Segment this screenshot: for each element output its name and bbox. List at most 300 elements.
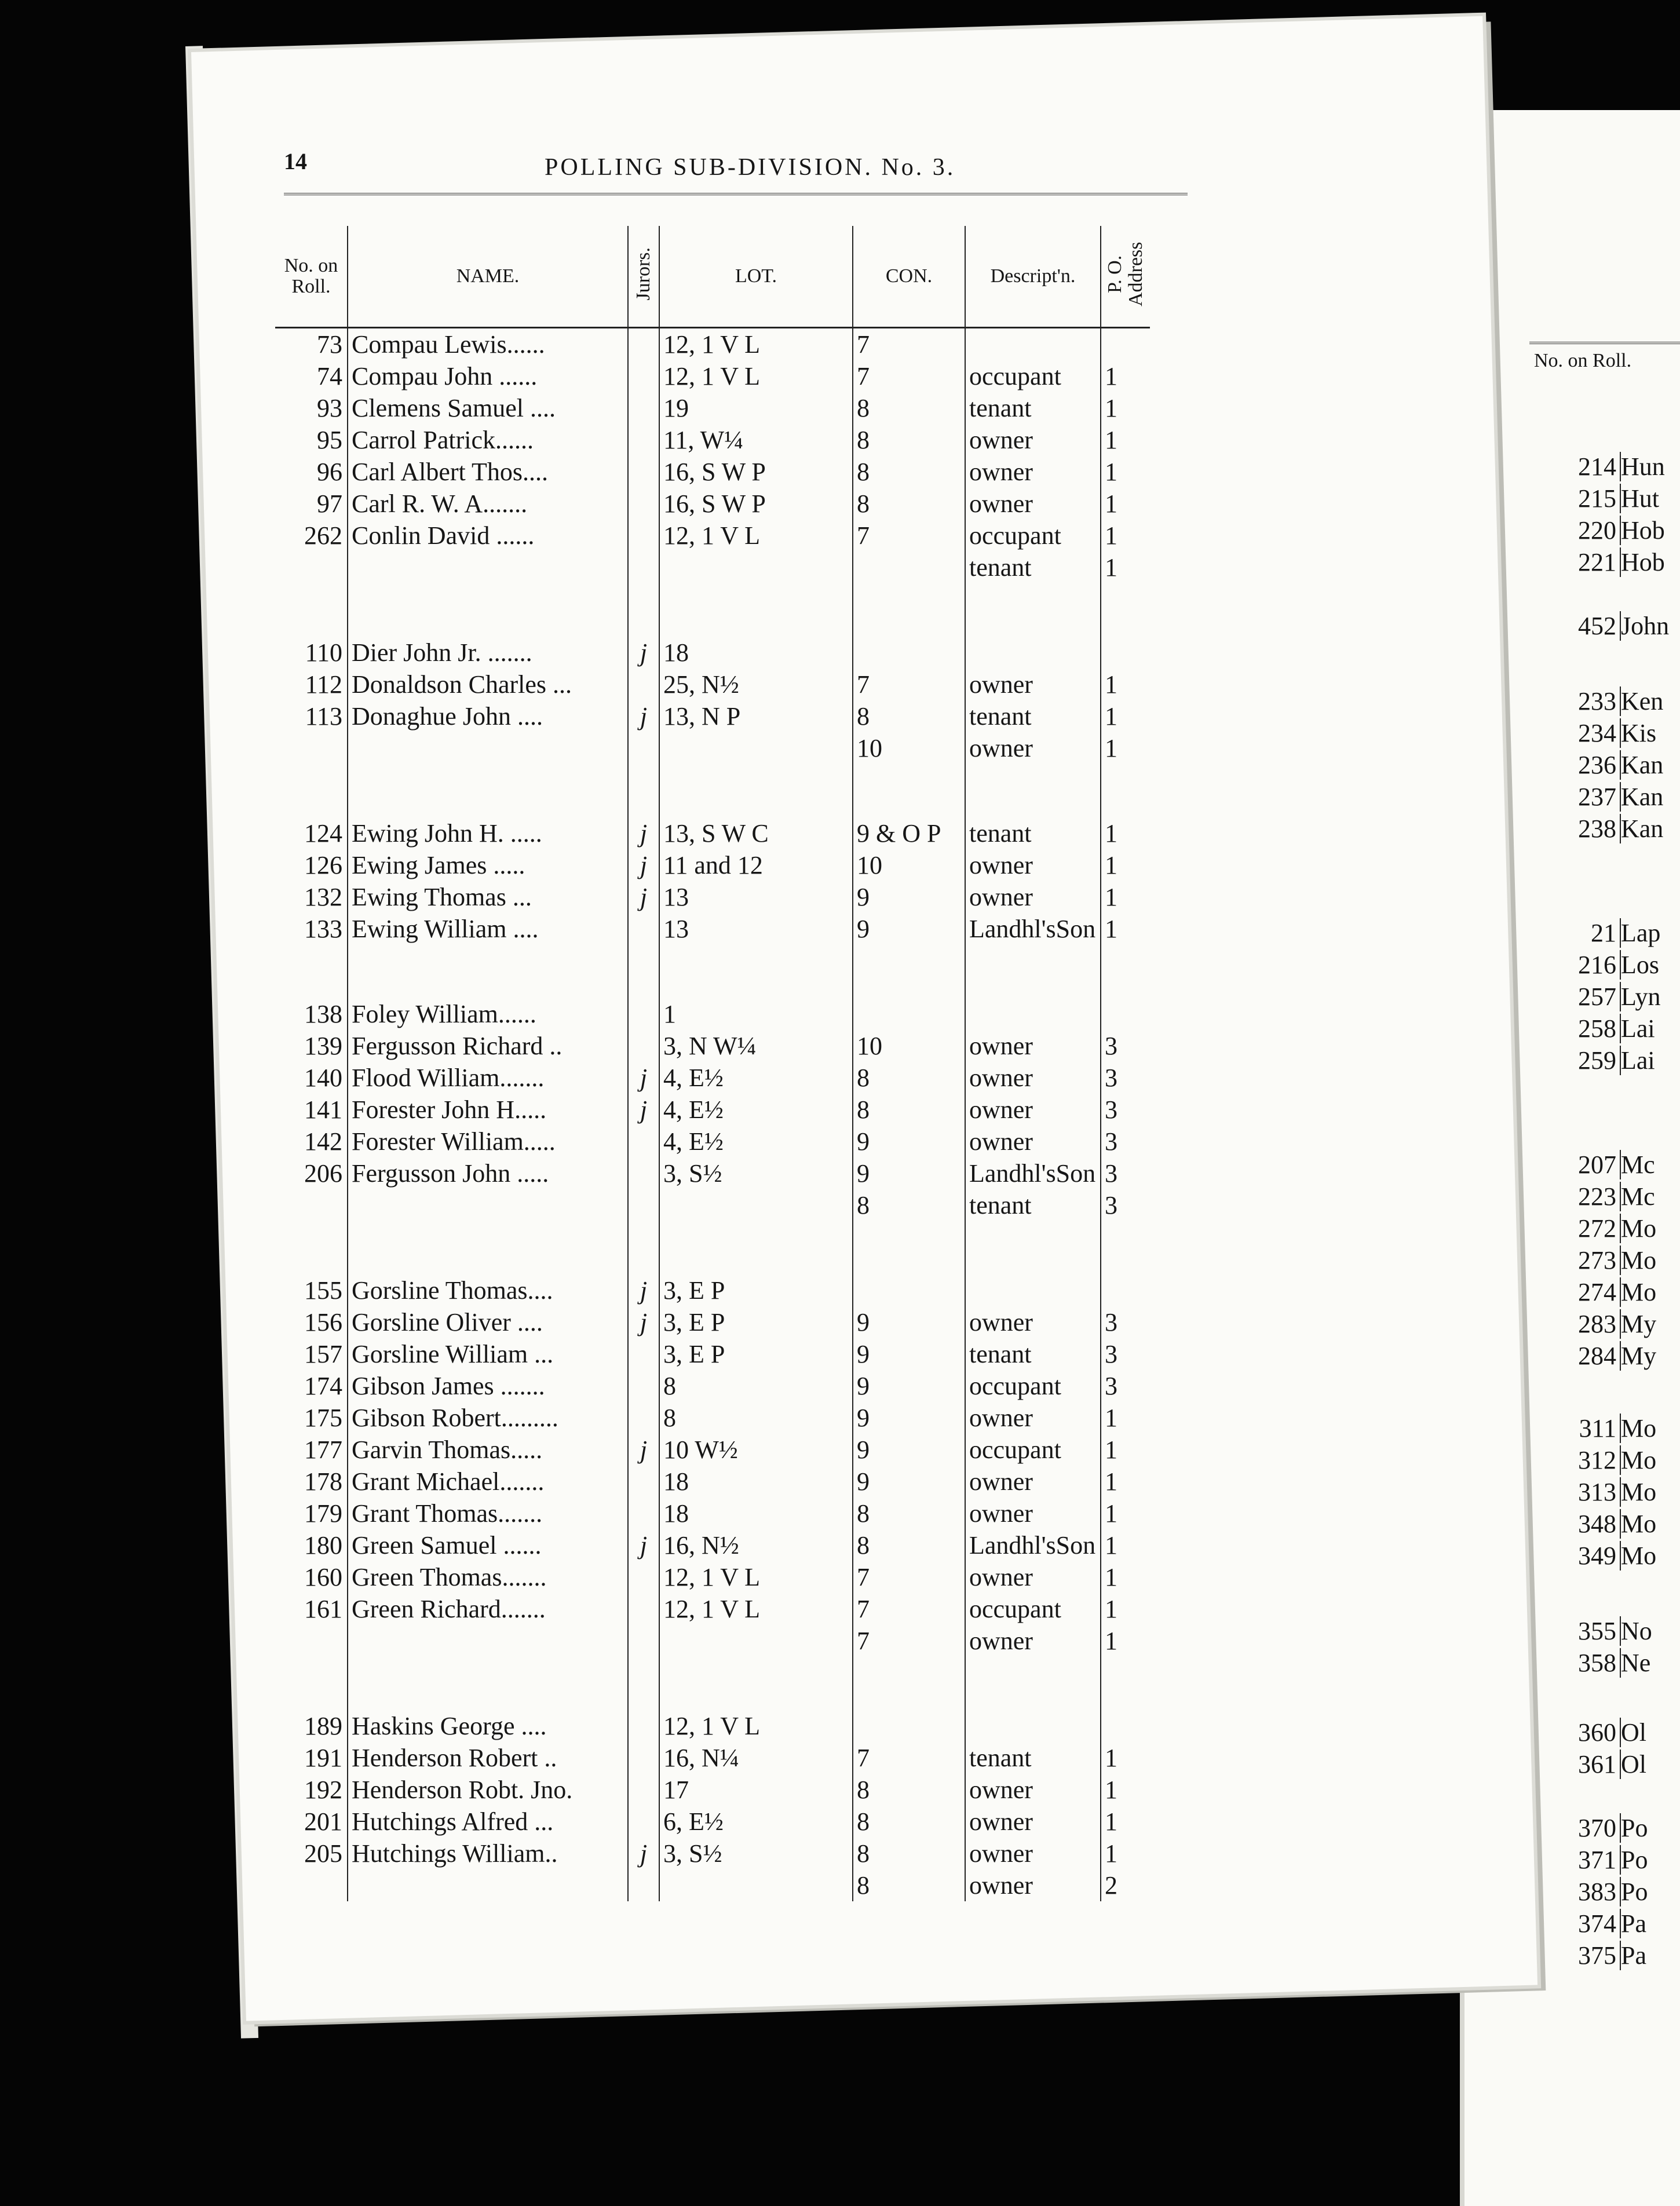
cell-name: Dier John Jr. ....... [348,637,628,669]
cell-name: Henderson Robert .. [348,1742,628,1774]
cell-jurors [628,1466,659,1498]
cell-name: Clemens Samuel .... [348,392,628,424]
facing-name-fragment: Mo [1621,1414,1657,1442]
cell-name: Compau Lewis...... [348,328,628,361]
facing-page-row [1518,452,1665,481]
facing-roll-number: 272 [1518,1214,1621,1243]
cell-jurors [628,1742,659,1774]
column-headers [275,226,1150,328]
cell-desc: tenant [965,817,1101,849]
facing-page-row [1518,1616,1652,1646]
header-rule [284,193,1188,195]
cell-desc: owner [965,488,1101,520]
cell-jurors [628,1402,659,1434]
facing-name-fragment: Hob [1621,516,1665,545]
cell-jurors [628,1126,659,1157]
cell-name: Green Thomas....... [348,1561,628,1593]
cell-lot [659,552,853,583]
cell-desc: owner [965,881,1101,913]
cell-desc: Landhl'sSon [965,1529,1101,1561]
spacer-cell [628,764,659,817]
facing-name-fragment: Mo [1621,1542,1657,1570]
cell-desc: owner [965,1774,1101,1806]
cell-lot [659,1189,853,1221]
cell-po: 3 [1101,1189,1150,1221]
cell-lot: 13 [659,913,853,945]
cell-con: 8 [853,1498,965,1529]
facing-name-fragment: Kan [1621,751,1664,779]
spacer-cell [965,764,1101,817]
table-row [275,1625,1150,1657]
cell-po: 1 [1101,700,1150,732]
cell-jurors: j [628,1062,659,1094]
cell-lot: 16, N¼ [659,1742,853,1774]
spacer-cell [348,764,628,817]
cell-jurors: j [628,1529,659,1561]
facing-name-fragment: Pa [1621,1941,1646,1970]
spacer-cell [1101,583,1150,637]
cell-po: 1 [1101,1838,1150,1869]
cell-roll: 74 [317,362,342,390]
facing-name-fragment: Ol [1621,1718,1646,1747]
facing-page-row [1518,918,1660,948]
facing-roll-number: 238 [1518,814,1621,843]
table-row [275,552,1150,583]
facing-roll-number: 257 [1518,982,1621,1011]
facing-name-fragment: Lap [1621,919,1661,947]
facing-name-fragment: Mc [1621,1182,1655,1211]
cell-con: 9 [853,913,965,945]
cell-roll [275,1189,348,1221]
spacer-cell [628,1221,659,1274]
facing-roll-number: 452 [1518,611,1621,641]
cell-po [1101,328,1150,361]
spacer-cell [275,1657,348,1710]
cell-jurors [628,1593,659,1625]
cell-po: 1 [1101,1774,1150,1806]
cell-desc: owner [965,1402,1101,1434]
cell-name: Gibson James ....... [348,1370,628,1402]
cell-lot: 3, S½ [659,1157,853,1189]
facing-name-fragment: My [1621,1310,1657,1338]
cell-roll [275,732,348,764]
table-row [275,700,1150,732]
facing-name-fragment: Ne [1621,1649,1651,1677]
cell-name: Hutchings Alfred ... [348,1806,628,1838]
facing-name-fragment: Lai [1621,1046,1655,1075]
cell-jurors [628,1806,659,1838]
cell-roll: 179 [304,1499,342,1528]
cell-roll: 138 [304,1000,342,1028]
spacer-cell [659,1657,853,1710]
cell-name: Foley William...... [348,998,628,1030]
facing-name-fragment: Hun [1621,452,1665,481]
table-row [275,1869,1150,1901]
facing-name-fragment: Lyn [1621,983,1661,1011]
cell-con: 10 [853,1030,965,1062]
cell-po: 1 [1101,849,1150,881]
cell-roll: 174 [304,1372,342,1400]
cell-roll: 124 [304,819,342,848]
cell-con: 9 [853,1338,965,1370]
facing-name-fragment: Mc [1621,1151,1655,1179]
spacer-cell [348,1221,628,1274]
facing-roll-number: 259 [1518,1046,1621,1075]
cell-name: Forester John H..... [348,1094,628,1126]
cell-desc: owner [965,669,1101,700]
cell-roll: 180 [304,1531,342,1559]
cell-roll: 112 [305,670,342,699]
cell-roll [275,552,348,583]
facing-page-row [1518,1150,1655,1179]
cell-jurors [628,1774,659,1806]
cell-name: Gorsline Oliver .... [348,1306,628,1338]
cell-con: 7 [853,1625,965,1657]
cell-con: 7 [853,328,965,361]
cell-con: 9 & O P [853,817,965,849]
cell-jurors [628,456,659,488]
cell-po: 1 [1101,1402,1150,1434]
cell-con: 9 [853,1434,965,1466]
cell-desc [965,328,1101,361]
cell-lot: 3, N W¼ [659,1030,853,1062]
col-name: NAME. [348,226,628,328]
facing-roll-number: 374 [1518,1909,1621,1938]
cell-po: 1 [1101,1498,1150,1529]
cell-desc: owner [965,1126,1101,1157]
cell-po: 3 [1101,1157,1150,1189]
facing-name-fragment: Mo [1621,1510,1657,1538]
spacer-cell [659,764,853,817]
facing-page-row [1518,1477,1656,1507]
table-row [275,456,1150,488]
cell-lot: 3, E P [659,1274,853,1306]
cell-jurors [628,488,659,520]
cell-name: Carrol Patrick...... [348,424,628,456]
cell-name: Gorsline William ... [348,1338,628,1370]
cell-po: 1 [1101,552,1150,583]
cell-desc: occupant [965,360,1101,392]
facing-page-row [1518,814,1663,843]
facing-name-fragment: Hut [1621,484,1659,513]
facing-name-fragment: Los [1621,951,1659,979]
facing-roll-number: 311 [1518,1414,1621,1443]
cell-lot: 12, 1 V L [659,1561,853,1593]
facing-page-row [1518,1648,1650,1678]
table-row [275,1157,1150,1189]
table-row [275,1466,1150,1498]
spacer-cell [1101,1221,1150,1274]
cell-lot: 1 [659,998,853,1030]
cell-name: Ewing William .... [348,913,628,945]
table-row [275,1498,1150,1529]
facing-name-fragment: Mo [1621,1214,1657,1243]
cell-lot: 13 [659,881,853,913]
table-row [275,881,1150,913]
spacer-cell [965,1657,1101,1710]
table-row [275,1370,1150,1402]
cell-roll: 262 [304,521,342,550]
spacer-cell [853,1221,965,1274]
cell-con [853,1710,965,1742]
cell-roll: 126 [304,851,342,879]
spacer-cell [1101,1657,1150,1710]
cell-con [853,998,965,1030]
facing-page-row [1518,1845,1648,1875]
table-row [275,1561,1150,1593]
facing-page-row [1518,1941,1646,1970]
cell-con: 9 [853,881,965,913]
cell-lot: 11, W¼ [659,424,853,456]
cell-con: 9 [853,1126,965,1157]
cell-name: Donaghue John .... [348,700,628,732]
cell-jurors: j [628,817,659,849]
cell-con [853,1274,965,1306]
facing-page-row [1518,1718,1646,1747]
facing-roll-number: 360 [1518,1718,1621,1747]
cell-po: 1 [1101,913,1150,945]
facing-page-row [1518,782,1663,812]
cell-name: Fergusson Richard .. [348,1030,628,1062]
spacer-cell [275,1221,348,1274]
cell-lot [659,1625,853,1657]
facing-page-column-head: No. on Roll. [1534,350,1632,371]
table-row [275,998,1150,1030]
facing-roll-number: 21 [1518,918,1621,948]
facing-name-fragment: Hob [1621,548,1665,576]
cell-roll: 178 [304,1467,342,1496]
table-row [275,817,1150,849]
cell-con: 7 [853,520,965,552]
cell-desc [965,998,1101,1030]
cell-jurors: j [628,1838,659,1869]
cell-po: 1 [1101,520,1150,552]
table-row [275,360,1150,392]
table-row [275,1094,1150,1126]
facing-page-row [1518,1877,1648,1906]
cell-po: 1 [1101,817,1150,849]
cell-lot: 17 [659,1774,853,1806]
cell-lot: 16, S W P [659,488,853,520]
facing-roll-number: 375 [1518,1941,1621,1970]
cell-lot: 3, S½ [659,1838,853,1869]
facing-page-row [1518,718,1656,748]
facing-name-fragment: Pa [1621,1909,1646,1938]
cell-name: Donaldson Charles ... [348,669,628,700]
cell-name: Flood William....... [348,1062,628,1094]
cell-roll: 139 [304,1032,342,1060]
facing-roll-number: 348 [1518,1509,1621,1539]
cell-name: Forester William..... [348,1126,628,1157]
spacer-cell [853,1657,965,1710]
facing-roll-number: 273 [1518,1246,1621,1275]
cell-po: 1 [1101,1529,1150,1561]
facing-roll-number: 370 [1518,1813,1621,1843]
cell-desc: owner [965,1498,1101,1529]
cell-po: 1 [1101,360,1150,392]
cell-jurors: j [628,1306,659,1338]
cell-po: 1 [1101,669,1150,700]
facing-roll-number: 283 [1518,1309,1621,1339]
cell-desc: tenant [965,700,1101,732]
cell-name: Haskins George .... [348,1710,628,1742]
spacer-cell [348,945,628,998]
cell-con: 9 [853,1157,965,1189]
cell-roll: 95 [317,426,342,454]
cell-po: 1 [1101,732,1150,764]
cell-con: 7 [853,669,965,700]
cell-lot: 8 [659,1402,853,1434]
facing-page-row [1518,750,1663,780]
cell-jurors [628,328,659,361]
cell-roll: 110 [305,638,342,667]
cell-lot: 13, N P [659,700,853,732]
cell-name: Henderson Robt. Jno. [348,1774,628,1806]
cell-lot: 12, 1 V L [659,1710,853,1742]
cell-po: 1 [1101,488,1150,520]
cell-lot: 4, E½ [659,1126,853,1157]
table-row [275,1338,1150,1370]
table-row [275,1402,1150,1434]
facing-page-row [1518,1414,1656,1443]
cell-po: 2 [1101,1869,1150,1901]
spacer-cell [965,1221,1101,1274]
cell-con: 8 [853,456,965,488]
cell-po: 3 [1101,1370,1150,1402]
facing-page-row [1518,1309,1656,1339]
facing-name-fragment: Kan [1621,815,1664,843]
facing-page-row [1518,950,1659,980]
cell-po: 1 [1101,1561,1150,1593]
cell-con: 9 [853,1402,965,1434]
cell-name: Green Samuel ...... [348,1529,628,1561]
spacer-cell [1101,945,1150,998]
cell-roll: 141 [304,1095,342,1124]
cell-desc: tenant [965,392,1101,424]
facing-roll-number: 216 [1518,950,1621,980]
cell-roll: 73 [317,330,342,359]
cell-roll [275,1869,348,1901]
cell-jurors [628,1189,659,1221]
facing-page-row [1518,1813,1648,1843]
cell-name: Gorsline Thomas.... [348,1274,628,1306]
cell-con: 10 [853,849,965,881]
cell-lot: 12, 1 V L [659,520,853,552]
cell-po: 3 [1101,1094,1150,1126]
cell-po: 1 [1101,456,1150,488]
facing-roll-number: 234 [1518,718,1621,748]
cell-roll: 113 [305,702,342,731]
cell-name: Ewing John H. ..... [348,817,628,849]
cell-desc: owner [965,1869,1101,1901]
cell-lot: 12, 1 V L [659,328,853,361]
cell-jurors [628,1561,659,1593]
facing-roll-number: 361 [1518,1750,1621,1779]
facing-name-fragment: John [1621,612,1670,640]
table-row [275,1710,1150,1742]
cell-con: 7 [853,1561,965,1593]
facing-name-fragment: Kis [1621,719,1657,747]
cell-roll: 177 [304,1436,342,1464]
cell-lot: 18 [659,637,853,669]
facing-page-row [1518,1750,1646,1779]
facing-name-fragment: Mo [1621,1246,1657,1274]
running-title: POLLING SUB-DIVISION. No. 3. [545,154,956,181]
facing-name-fragment: Mo [1621,1478,1657,1506]
cell-roll: 191 [304,1744,342,1772]
cell-name: Grant Thomas....... [348,1498,628,1529]
cell-roll [275,1625,348,1657]
facing-page-row [1518,686,1663,716]
cell-jurors: j [628,700,659,732]
table-row [275,1529,1150,1561]
cell-desc: owner [965,849,1101,881]
table-row [275,328,1150,361]
cell-po: 1 [1101,1466,1150,1498]
cell-roll: 96 [317,458,342,486]
spacer-cell [1101,764,1150,817]
cell-lot: 18 [659,1466,853,1498]
spacer-cell [275,583,348,637]
cell-po: 1 [1101,424,1150,456]
col-po-label: P. O. Address [1104,242,1146,306]
cell-po: 3 [1101,1062,1150,1094]
cell-name: Carl Albert Thos.... [348,456,628,488]
facing-roll-number: 237 [1518,782,1621,812]
cell-roll: 93 [317,394,342,422]
cell-desc [965,1710,1101,1742]
table-row [275,913,1150,945]
cell-desc: tenant [965,1338,1101,1370]
facing-name-fragment: No [1621,1617,1652,1645]
cell-jurors: j [628,1274,659,1306]
cell-jurors: j [628,1094,659,1126]
table-row [275,669,1150,700]
spacer-cell [853,945,965,998]
facing-page-row [1518,1246,1656,1275]
roll-body [275,328,1150,1902]
cell-desc: owner [965,1561,1101,1593]
table-row [275,1062,1150,1094]
facing-page-rule [1529,342,1680,344]
cell-po [1101,1710,1150,1742]
cell-roll: 192 [304,1776,342,1804]
facing-name-fragment: Po [1621,1814,1648,1842]
facing-page-row [1518,982,1660,1011]
cell-desc: Landhl'sSon [965,1157,1101,1189]
facing-roll-number: 214 [1518,452,1621,481]
facing-roll-number: 223 [1518,1182,1621,1211]
cell-roll: 206 [304,1159,342,1188]
cell-desc: owner [965,732,1101,764]
facing-name-fragment: Mo [1621,1278,1657,1306]
cell-roll: 157 [304,1340,342,1368]
facing-page-row [1518,484,1659,513]
cell-po: 3 [1101,1126,1150,1157]
facing-page-row [1518,547,1665,577]
facing-page-row [1518,1046,1655,1075]
cell-name: Carl R. W. A....... [348,488,628,520]
cell-desc: owner [965,1094,1101,1126]
cell-lot: 12, 1 V L [659,360,853,392]
cell-po [1101,637,1150,669]
cell-jurors: j [628,849,659,881]
cell-name: Hutchings William.. [348,1838,628,1869]
cell-name: Ewing Thomas ... [348,881,628,913]
cell-lot [659,1869,853,1901]
cell-roll: 205 [304,1839,342,1868]
spacer-cell [659,583,853,637]
